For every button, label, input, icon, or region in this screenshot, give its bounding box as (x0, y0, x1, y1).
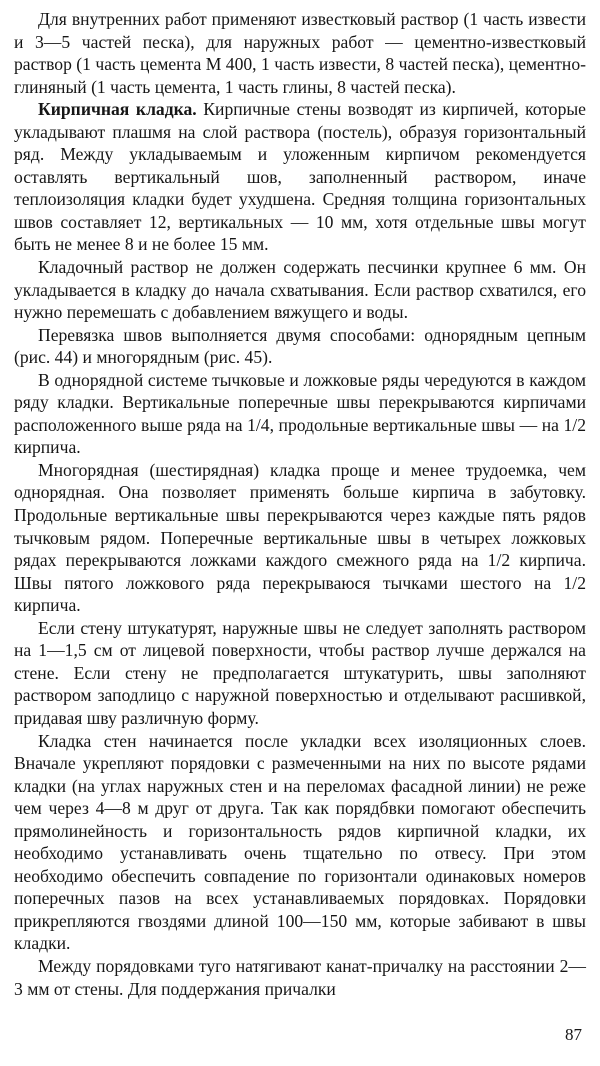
paragraph-brickwork (14, 98, 586, 256)
paragraph-wall-start (14, 730, 586, 955)
paragraph-text: В однорядной системе тычковые и ложковые ряды чередуются в каждом ряду кладки. Вертикальные поперечные швы перекрываются кирпичами расположенного выше ряда на 1/4, продольные вертикальные швы — на 1/2 кирпича. (14, 369, 586, 458)
paragraph-text: Если стену штукатурят, наружные швы не следует заполнять раствором на 1—1,5 см от лицевой поверхности, чтобы раствор лучше держался на стене. Если стену не предполагается штукатурить, швы заполняют раствором заподлицо с наружной поверхностью и отделывают расшивкой, придавая шву различную форму. (14, 617, 586, 728)
paragraph-mortar-requirements (14, 256, 586, 324)
paragraph-text: Кирпичные стены возводят из кирпичей, которые укладывают плашмя на слой раствора (постель), образуя горизонтальный ряд. Между укладываемым и уложенным кирпичом рекомендуется оставлять вертикальный шов, заполненный раствором, иначе теплоизоляция кладки будет ухудшена. Средняя толщина горизонтальных швов составляет 12, вертикальных — 10 мм, хотя отдельные швы могут быть не менее 8 и не более 15 мм. (14, 99, 586, 255)
paragraph-text: Кладочный раствор не должен содержать песчинки крупнее 6 мм. Он укладывается в кладку до начала схватывания. Если раствор схватился, его нужно перемешать с добавлением вяжущего и воды. (14, 257, 586, 323)
paragraph-text: Для внутренних работ применяют известковый раствор (1 часть извести и 3—5 частей песка), для наружных работ — цементно-известковый раствор (1 часть цемента М 400, 1 часть извести, 8 частей песка), цементно-глиняный (1 часть цемента, 1 часть глины, 8 частей песка). (14, 9, 586, 97)
paragraph-mortar-types (14, 8, 586, 98)
paragraph-multi-row-system (14, 459, 586, 617)
paragraph-text: Кладка стен начинается после укладки всех изоляционных слоев. Вначале укрепляют порядовки с размеченными на них по высоте рядами кладки (на углах наружных стен и на переломах фасадной линии) не реже чем через 4—8 м друг от друга. Так как порядбвки помогают обеспечить прямолинейность и горизонтальность рядов кирпичной кладки, их необходимо устанавливать очень тщательно по отвесу. При этом необходимо обеспечить совпадение по горизонтали одинаковых номеров поперечных пазов на всех устанавливаемых порядовках. Порядовки прикрепляются гвоздями длиной 100—150 мм, которые забивают в швы кладки. (14, 730, 586, 954)
paragraph-joint-bonding (14, 324, 586, 369)
paragraph-text: Многорядная (шестирядная) кладка проще и менее трудоемка, чем однорядная. Она позволяет применять больше кирпича в забутовку. Продольные вертикальные швы перекрываются через каждые пять рядов тычковым рядом. Поперечные вертикальные швы в четырех ложковых рядах перекрываются ложками каждого смежного ряда на 1/2 кирпича. Швы пятого ложкового ряда перекрываюся тычками шестого на 1/2 кирпича. (14, 459, 586, 616)
page-number: 87 (565, 1025, 582, 1044)
paragraph-single-row-system (14, 369, 586, 459)
section-heading: Кирпичная кладка. (38, 99, 197, 120)
paragraph-plastering (14, 617, 586, 730)
paragraph-mooring-line (14, 955, 586, 1000)
paragraph-text: Между порядовками туго натягивают канат-причалку на расстоянии 2—3 мм от стены. Для поддержания причалки (14, 955, 586, 999)
paragraph-text: Перевязка швов выполняется двумя способами: однорядным цепным (рис. 44) и многорядным (рис. 45). (14, 324, 586, 368)
